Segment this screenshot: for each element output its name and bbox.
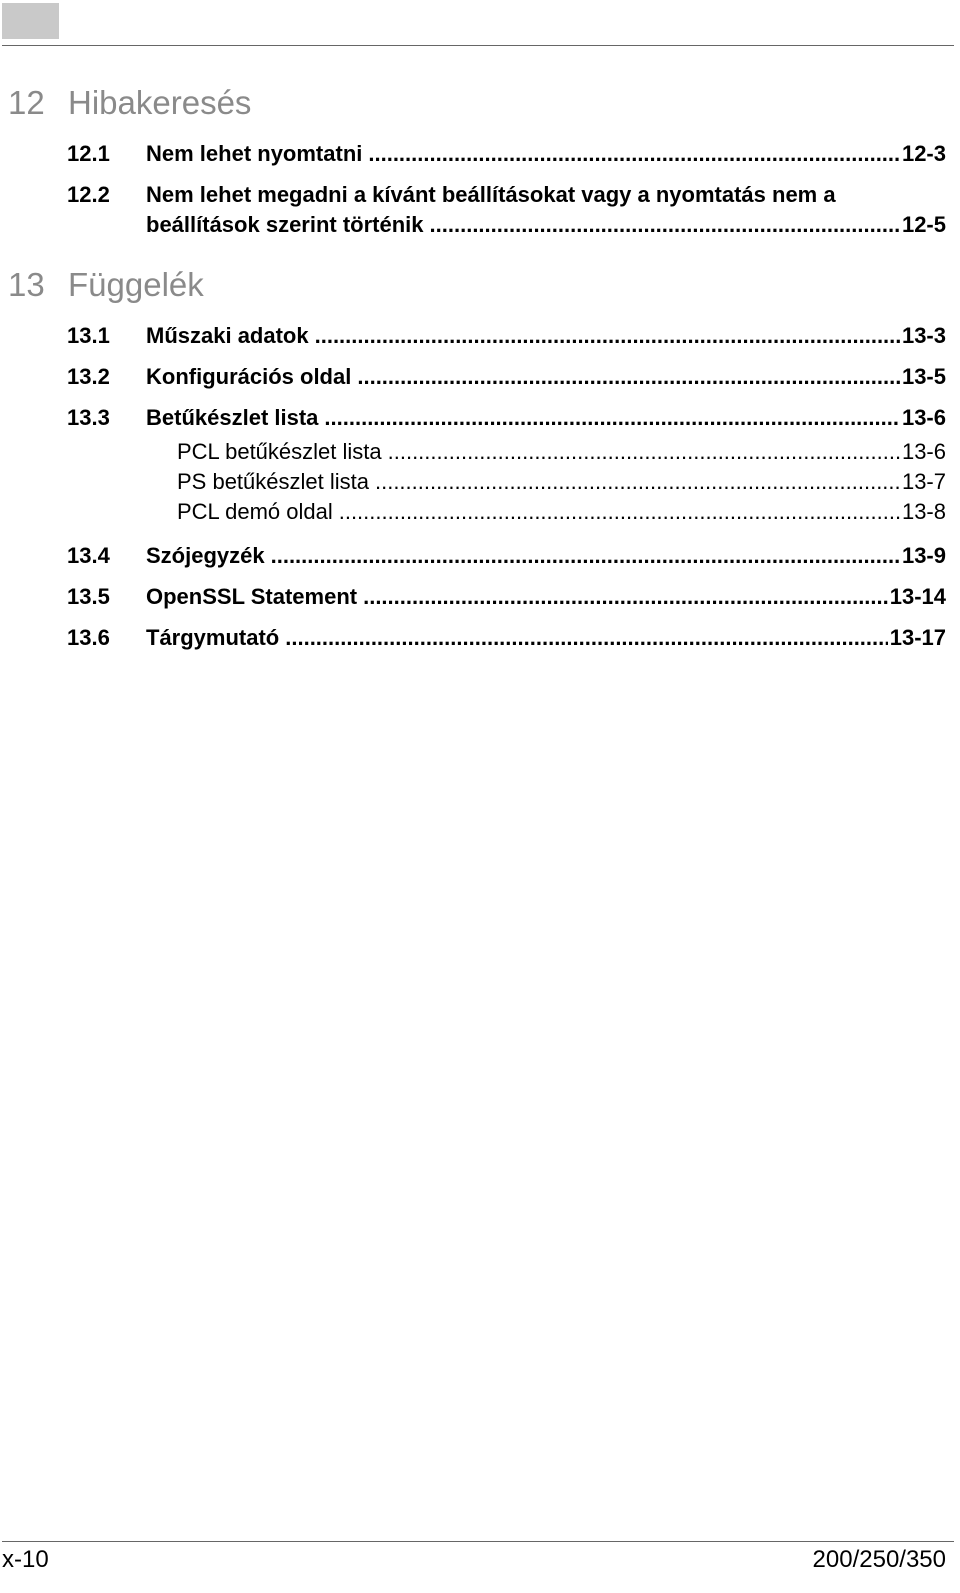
toc-entry-page: 12-5 — [901, 212, 946, 237]
toc-entry-page: 13-3 — [901, 323, 946, 348]
dot-leader — [285, 623, 887, 653]
toc-entry-page: 13-9 — [901, 543, 946, 568]
toc-entry-page: 12-3 — [901, 141, 946, 166]
toc-entry-page: 13-6 — [901, 405, 946, 430]
dot-leader — [375, 467, 900, 497]
chapter-number: 12 — [8, 84, 45, 121]
toc-entry-13-3[interactable] — [67, 403, 946, 433]
toc-entry-label: Nem lehet nyomtatni — [146, 141, 363, 166]
toc-subentry-label: PS betűkészlet lista — [177, 469, 369, 494]
dot-leader — [315, 321, 900, 351]
dot-leader — [430, 210, 900, 240]
dot-leader — [357, 362, 900, 392]
dot-leader — [363, 582, 888, 612]
toc-entry-label: Tárgymutató — [146, 625, 280, 650]
toc-subentry-page: 13-8 — [901, 499, 946, 524]
toc-subentry-label: PCL betűkészlet lista — [177, 439, 382, 464]
toc-subentry-label: PCL demó oldal — [177, 499, 333, 524]
toc-entry-number: 12.1 — [67, 141, 110, 166]
footer-page-number: x-10 — [2, 1546, 49, 1573]
dot-leader — [324, 403, 900, 433]
toc-entry-number: 12.2 — [67, 182, 110, 207]
toc-entry-page: 13-17 — [889, 625, 946, 650]
dot-leader — [339, 497, 900, 527]
toc-entry-13-2[interactable] — [67, 362, 946, 392]
dot-leader — [368, 139, 900, 169]
toc-subentry-pcl-demo[interactable] — [177, 497, 946, 527]
header-gray-box — [2, 3, 59, 39]
toc-subentry-pcl-fonts[interactable] — [177, 437, 946, 467]
toc-entry-label-line1: Nem lehet megadni a kívánt beállításokat vagy a nyomtatás nem a — [146, 182, 836, 207]
toc-entry-number: 13.1 — [67, 323, 110, 348]
toc-entry-label: OpenSSL Statement — [146, 584, 358, 609]
toc-subentry-ps-fonts[interactable] — [177, 467, 946, 497]
toc-entry-12-2[interactable] — [67, 180, 946, 240]
toc-entry-page: 13-14 — [889, 584, 946, 609]
toc-entry-13-4[interactable] — [67, 541, 946, 571]
toc-entry-number: 13.4 — [67, 543, 110, 568]
toc-entry-label: Szójegyzék — [146, 543, 265, 568]
chapter-number: 13 — [8, 266, 45, 303]
toc-entry-number: 13.2 — [67, 364, 110, 389]
chapter-heading-12 — [8, 84, 251, 122]
dot-leader — [388, 437, 900, 467]
toc-entry-number: 13.5 — [67, 584, 110, 609]
dot-leader — [271, 541, 900, 571]
bottom-divider — [2, 1541, 954, 1542]
toc-subentry-page: 13-7 — [901, 469, 946, 494]
toc-entry-13-1[interactable] — [67, 321, 946, 351]
top-divider — [2, 45, 954, 46]
toc-entry-label: Konfigurációs oldal — [146, 364, 352, 389]
chapter-title: Függelék — [68, 266, 204, 303]
toc-subentry-page: 13-6 — [901, 439, 946, 464]
toc-entry-number: 13.6 — [67, 625, 110, 650]
toc-entry-13-6[interactable] — [67, 623, 946, 653]
toc-entry-number: 13.3 — [67, 405, 110, 430]
chapter-heading-13 — [8, 266, 204, 304]
toc-entry-label: Betűkészlet lista — [146, 405, 319, 430]
footer-model: 200/250/350 — [812, 1546, 946, 1573]
chapter-title: Hibakeresés — [68, 84, 252, 121]
toc-entry-page: 13-5 — [901, 364, 946, 389]
toc-entry-label-line2: beállítások szerint történik — [146, 212, 424, 237]
toc-entry-13-5[interactable] — [67, 582, 946, 612]
toc-entry-label: Műszaki adatok — [146, 323, 309, 348]
toc-entry-12-1[interactable] — [67, 139, 946, 169]
